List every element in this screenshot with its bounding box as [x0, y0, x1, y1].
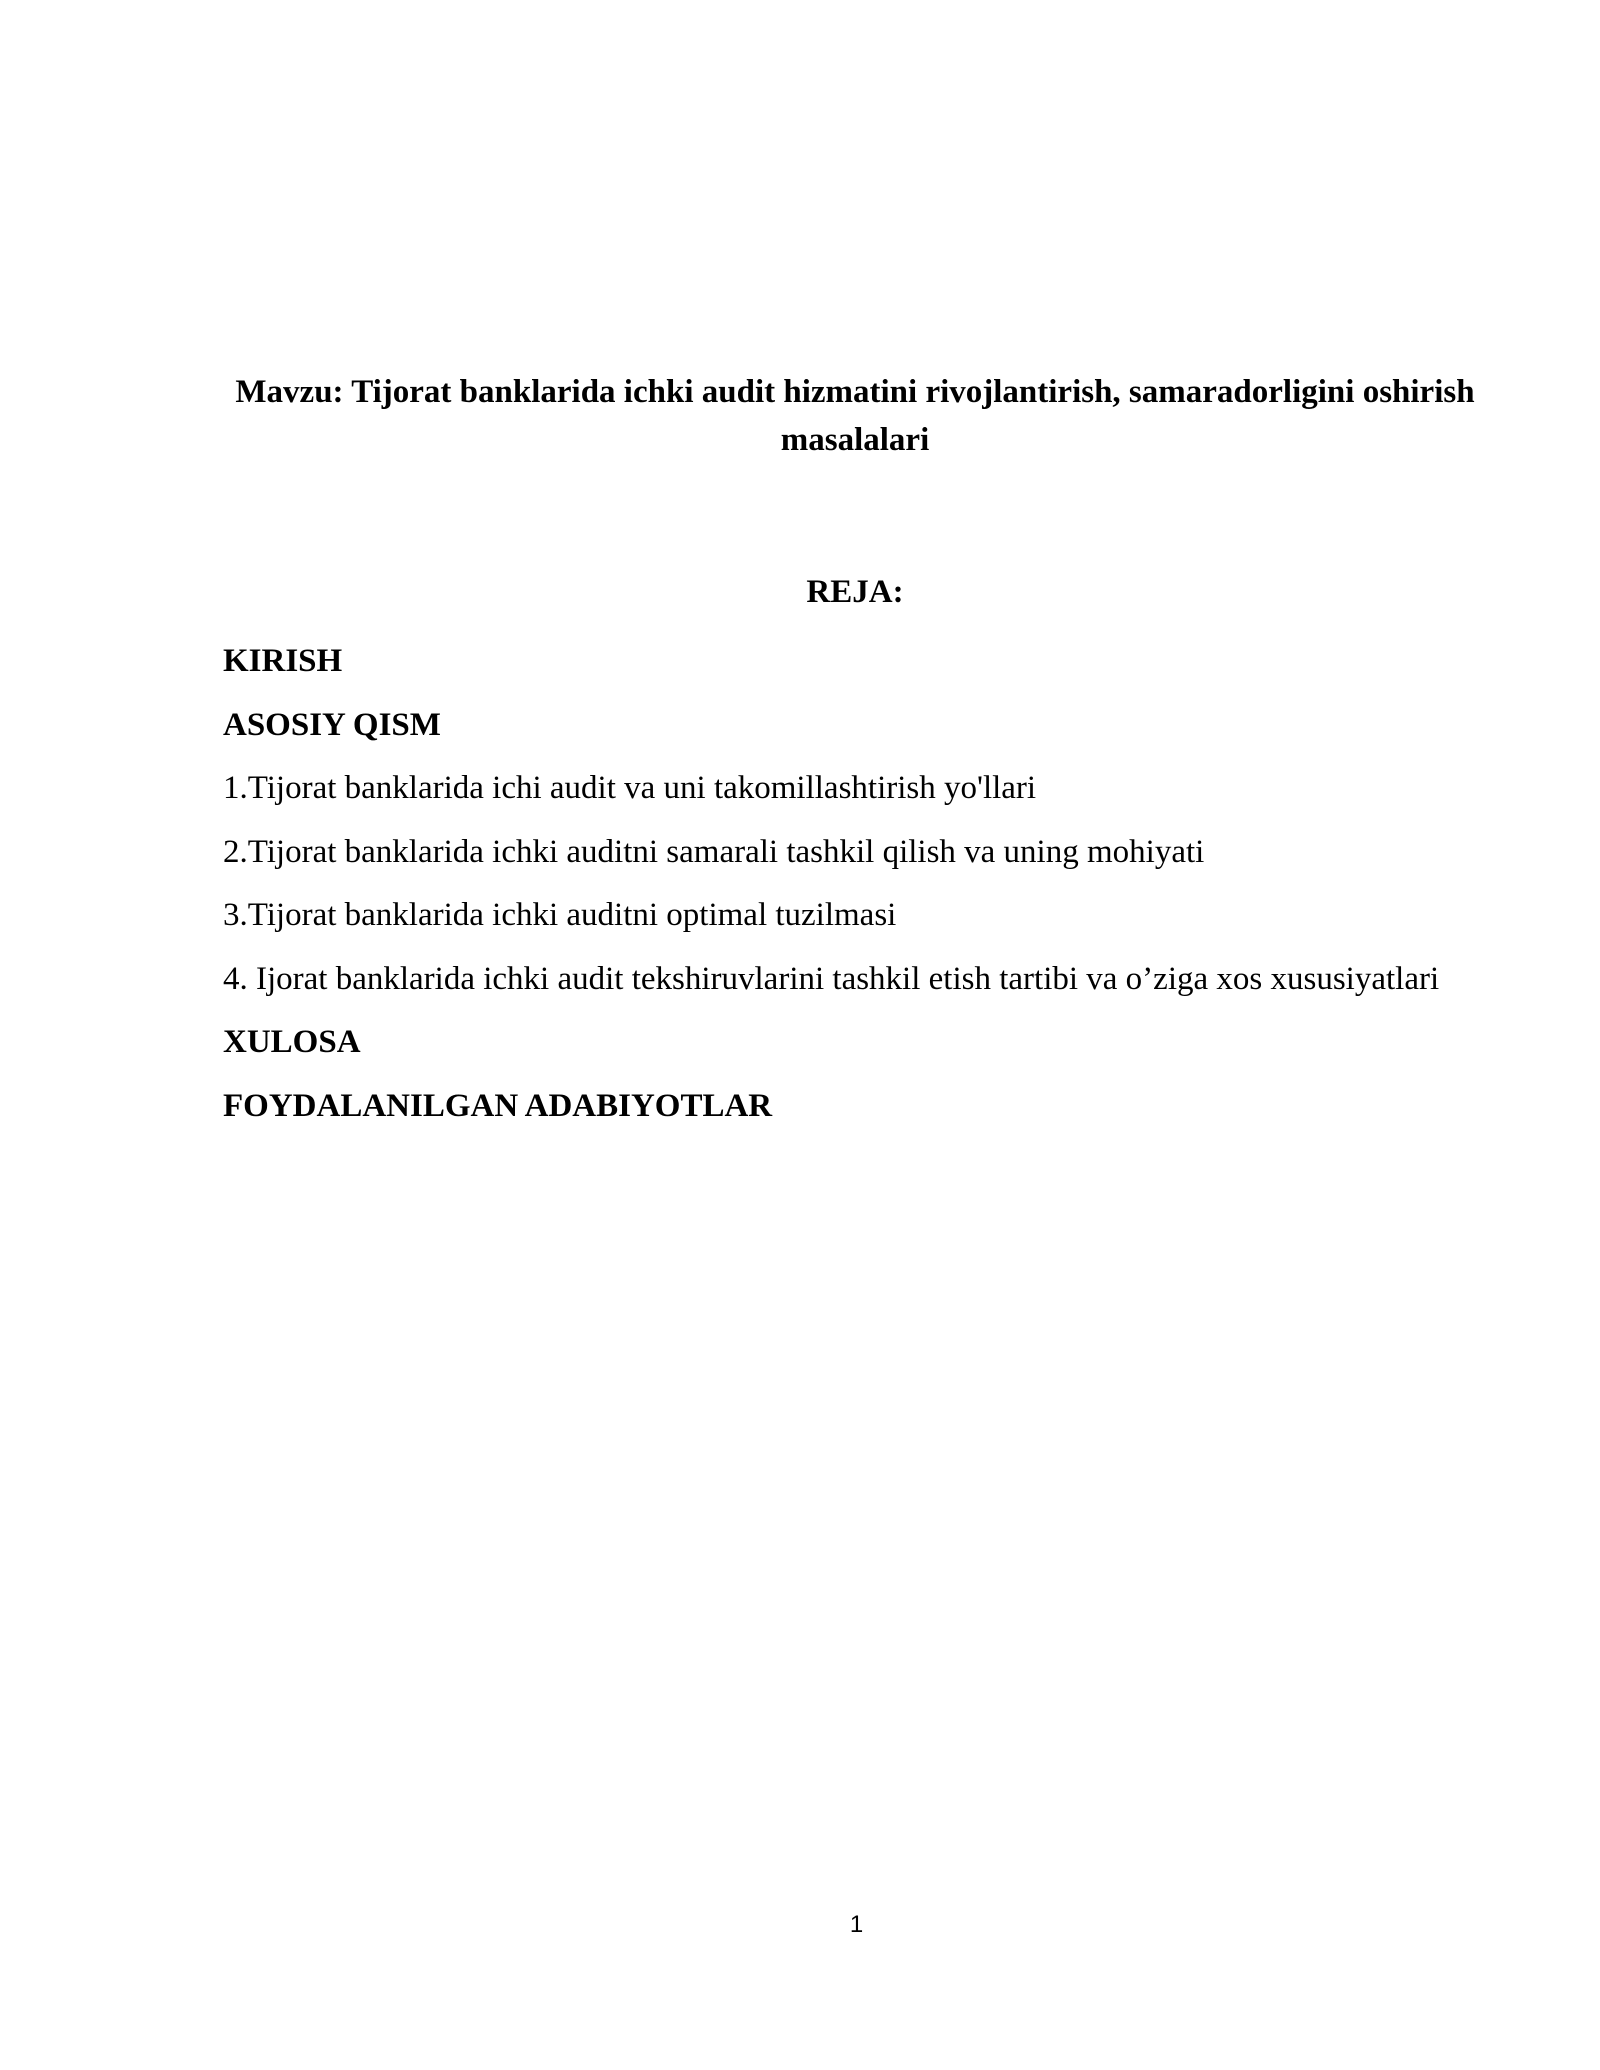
plan-item-intro: KIRISH — [223, 643, 343, 679]
plan-subitem: 2.Tijorat banklarida ichki auditni samarali tashkil qilish va uning mohiyati — [223, 833, 1205, 870]
plan-list — [223, 630, 1483, 1138]
plan-heading: REJA: — [806, 574, 904, 610]
plan-item-conclusion: XULOSA — [223, 1024, 361, 1060]
plan-subitem: 3.Tijorat banklarida ichki auditni optimal tuzilmasi — [223, 897, 897, 933]
plan-subitem: 4. Ijorat banklarida ichki audit tekshiruvlarini tashkil etish tartibi va o’ziga xos xususiyatlari — [223, 960, 1440, 997]
page-number: 1 — [849, 1911, 864, 1938]
document-title: Mavzu: Tijorat banklarida ichki audit hizmatini rivojlantirish, samaradorligini oshirish masalalari — [235, 374, 1475, 458]
plan-item-references: FOYDALANILGAN ADABIYOTLAR — [223, 1087, 773, 1124]
plan-item-main-part: ASOSIY QISM — [223, 706, 441, 743]
plan-subitem: 1.Tijorat banklarida ichi audit va uni takomillashtirish yo'llari — [223, 770, 1037, 806]
